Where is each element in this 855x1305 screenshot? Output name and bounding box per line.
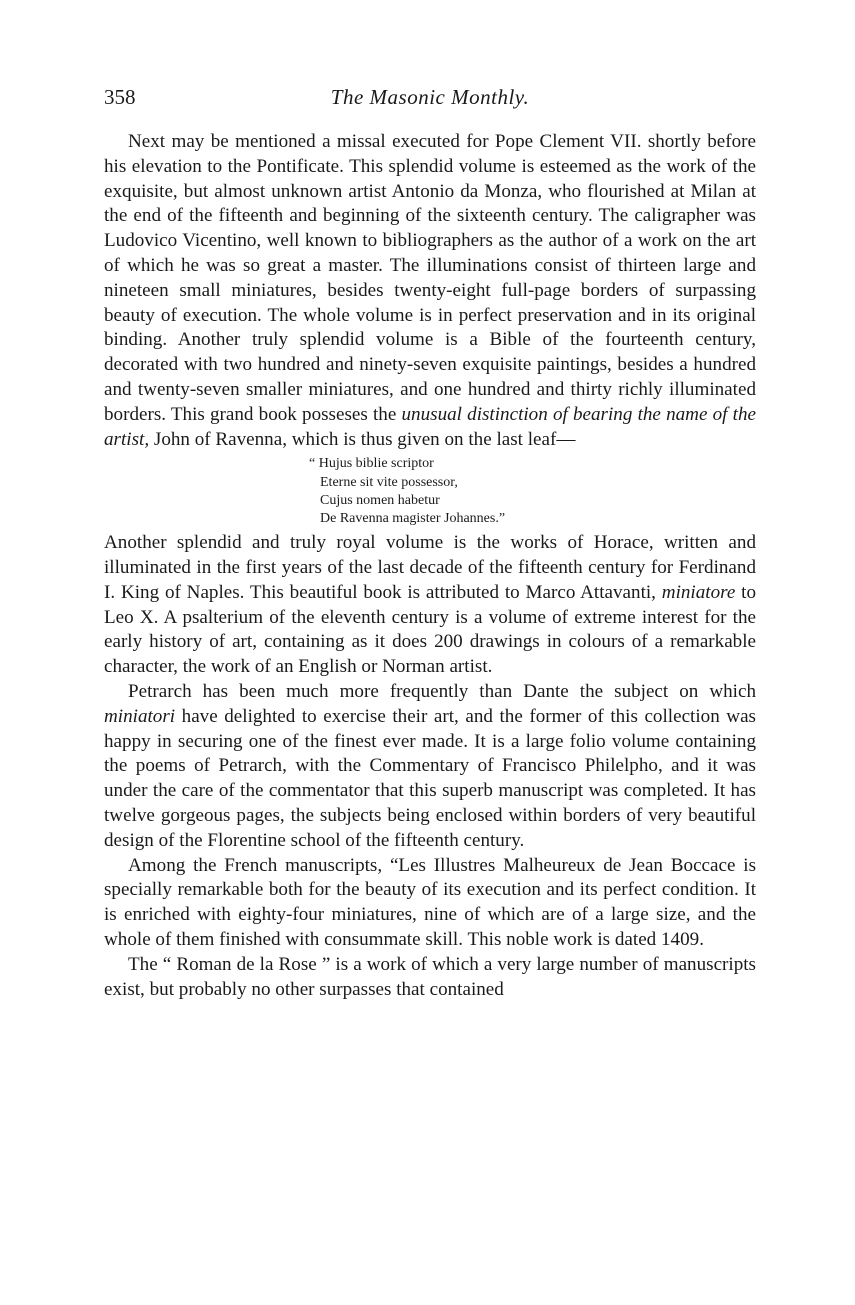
running-title: The Masonic Monthly. <box>330 85 530 109</box>
verse-line: Cujus nomen habetur <box>320 492 440 508</box>
italic-text: unusual distinction of bearing the name of the artist, <box>104 403 756 450</box>
page-number: 358 <box>104 85 136 109</box>
paragraph-text: Petrarch has been much more frequently than Dante the subject on which <box>128 680 756 702</box>
paragraph-text: John of Ravenna, which is thus given on the last leaf— <box>149 428 576 450</box>
paragraph-text: Next may be mentioned a missal executed for Pope Clement VII. shortly before his elevation to the Pontificate. This splendid volume is esteemed as the work of the exquisite, but almost unknown artist Antonio da Monza, who flourished at Milan at the end of the fifteenth and beginning of the sixteenth century. The caligrapher was Ludovico Vicentino, well known to bibliographers as the author of a work on the art of which he was so great a master. The illuminations consist of thirteen large and nineteen small miniatures, besides twenty-eight full-page borders of surpassing beauty of execution. The whole volume is in perfect preservation and in its original binding. Another truly splendid volume is a Bible of the fourteenth century, decorated with two hundred and ninety-seven exquisite paintings, besides a hundred and twenty-seven smaller miniatures, and one hundred and thirty richly illuminated borders. This grand book posseses the <box>104 131 756 425</box>
paragraph-text: have delighted to exercise their art, and the former of this collection was happy in securing one of the finest ever made. It is a large folio volume containing the poems of Petrarch, with the Commentary of Francisco Philelpho, and it was under the care of the commentator that this superb manuscript was completed. It has twelve gorgeous pages, the subjects being enclosed within borders of very beautiful design of the Florentine school of the fifteenth century. <box>104 705 756 851</box>
book-page <box>104 82 756 1002</box>
paragraph-french-manuscripts: Among the French manuscripts, “Les Illustres Malheureux de Jean Boccace is specially remarkable both for the beauty of its execution and its perfect condition. It is enriched with eighty-four miniatures, nine of which are of a large size, and the whole of them finished with consummate skill. This noble work is dated 1409. <box>104 854 756 950</box>
paragraph-missal <box>104 130 756 452</box>
paragraph-text: Another splendid and truly royal volume is the works of Horace, written and illuminated in the first years of the last decade of the fifteenth century for Ferdinand I. King of Naples. This beautiful book is attributed to Marco Attavanti, <box>104 532 756 603</box>
latin-verse <box>309 455 756 528</box>
paragraph-petrarch <box>104 680 756 854</box>
body-text <box>104 130 756 1002</box>
paragraph-horace <box>104 531 756 680</box>
verse-line: “ Hujus biblie scriptor <box>309 456 434 472</box>
verse-line: De Ravenna magister Johannes.” <box>320 510 506 526</box>
page-header <box>104 82 756 112</box>
paragraph-text: to Leo X. A psalterium of the eleventh century is a volume of extreme interest for the early history of art, containing as it does 200 drawings in colours of a remarkable character, the work of an English or Norman artist. <box>104 581 756 678</box>
italic-text: miniatore <box>661 581 736 603</box>
verse-line: Eterne sit vite possessor, <box>320 474 458 490</box>
paragraph-roman-de-la-rose: The “ Roman de la Rose ” is a work of which a very large number of manuscripts exist, but probably no other surpasses that contained <box>104 953 756 1000</box>
italic-text: miniatori <box>104 705 176 727</box>
